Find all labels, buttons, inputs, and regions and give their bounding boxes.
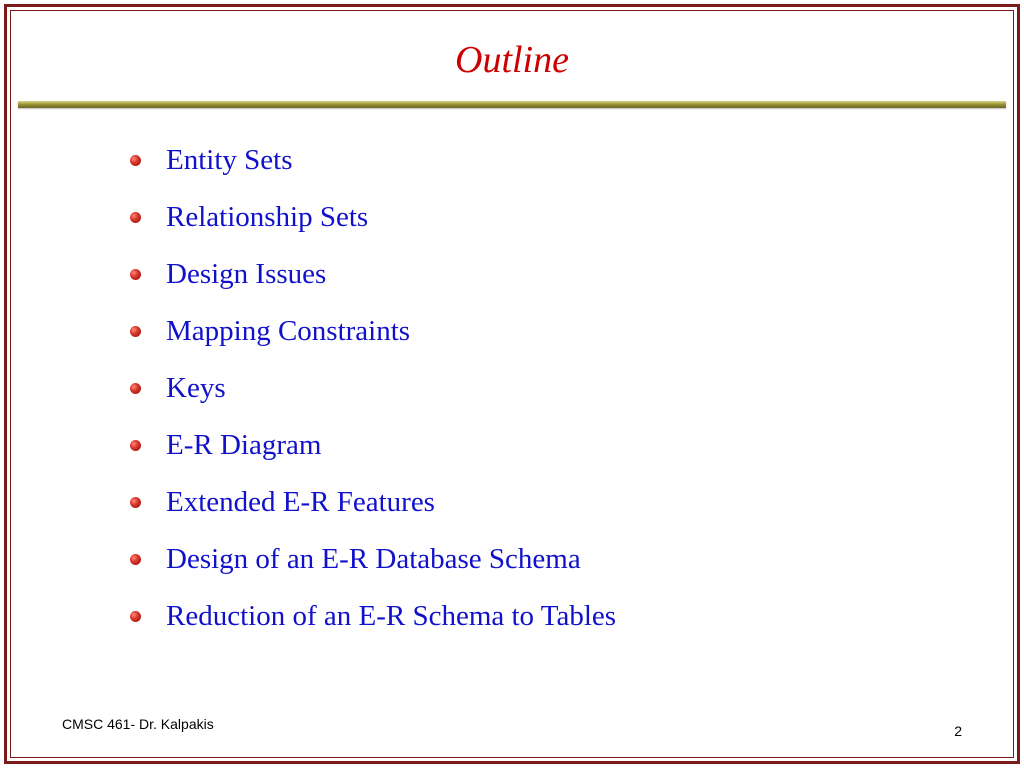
bullet-dot-icon [130, 155, 141, 166]
list-item [130, 132, 616, 189]
bullet-dot-icon [130, 212, 141, 223]
list-item-text: Extended E-R Features [166, 486, 435, 518]
list-item-text: Mapping Constraints [166, 315, 411, 347]
list-item [130, 189, 616, 246]
footer-course: CMSC 461- Dr. Kalpakis [62, 716, 214, 732]
list-item [130, 303, 616, 360]
bullet-dot-icon [130, 383, 141, 394]
bullet-dot-icon [130, 554, 141, 565]
list-item [130, 360, 616, 417]
list-item-text: Entity Sets [166, 144, 293, 176]
bullet-dot-icon [130, 269, 141, 280]
outline-list [130, 132, 616, 645]
bullet-dot-icon [130, 497, 141, 508]
bullet-dot-icon [130, 326, 141, 337]
bullet-dot-icon [130, 440, 141, 451]
list-item-text: Relationship Sets [166, 201, 369, 233]
title-divider [18, 101, 1006, 108]
list-item-text: Reduction of an E-R Schema to Tables [166, 600, 617, 632]
list-item-text: Design Issues [166, 258, 327, 290]
list-item [130, 417, 616, 474]
list-item-text: E-R Diagram [166, 429, 322, 461]
bullet-dot-icon [130, 611, 141, 622]
slide-title: Outline [455, 39, 569, 81]
list-item [130, 246, 616, 303]
list-item-text: Keys [166, 372, 226, 404]
list-item [130, 588, 616, 645]
list-item-text: Design of an E-R Database Schema [166, 543, 581, 575]
list-item [130, 474, 616, 531]
page-number: 2 [954, 723, 962, 739]
list-item [130, 531, 616, 588]
